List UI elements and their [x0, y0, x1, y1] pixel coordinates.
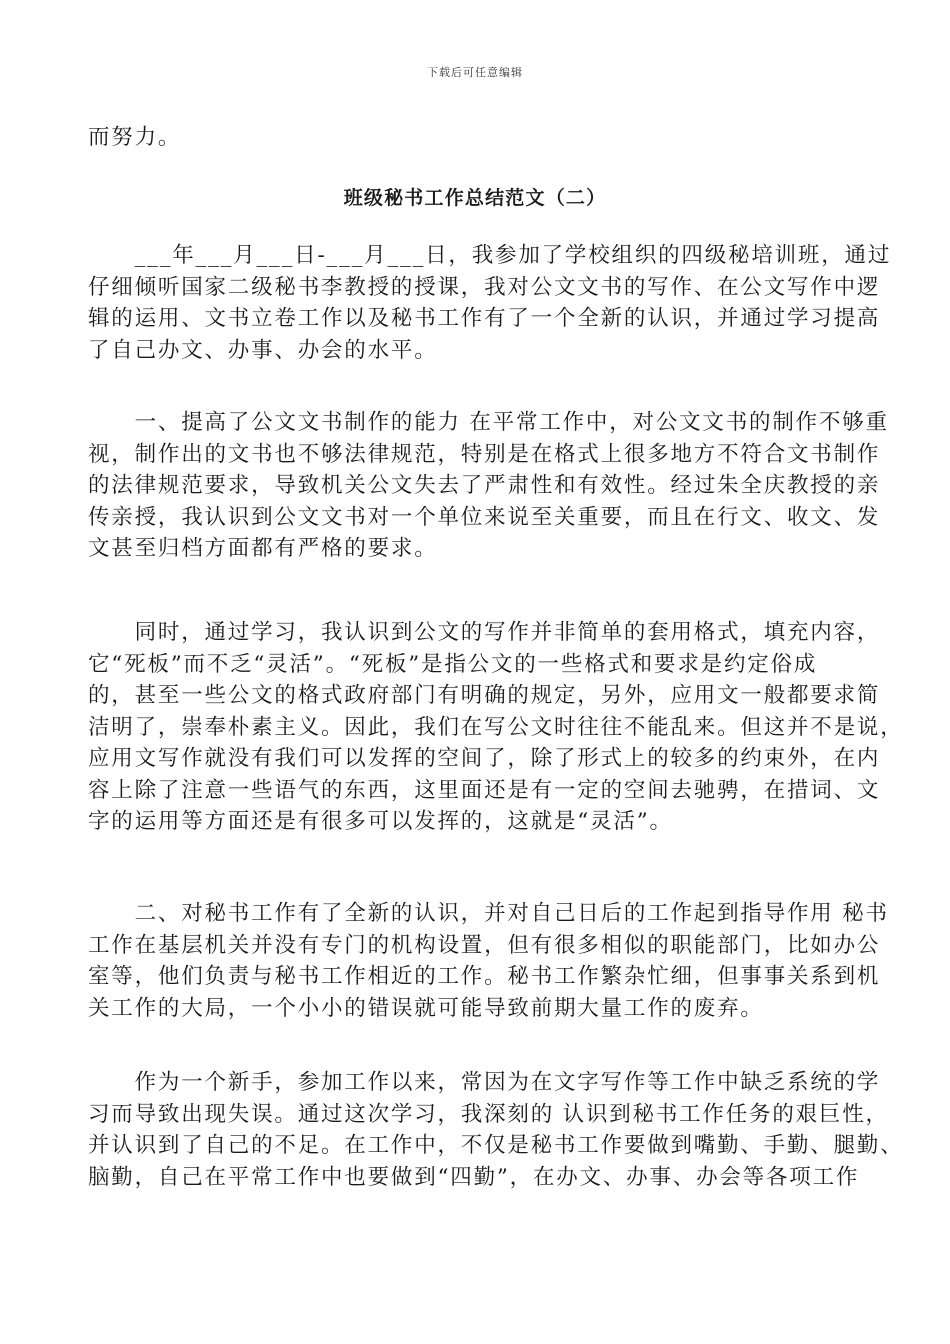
- paragraph-2: [88, 407, 889, 565]
- carryover-paragraph: [88, 122, 868, 154]
- text-line: 它“死板”而不乏“灵活”。“死板”是指公文的一些格式和要求是约定俗成: [88, 651, 818, 677]
- text-line: 的法律规范要求，导致机关公文失去了严肃性和有效性。经过朱全庆教授的亲: [88, 473, 881, 498]
- paragraph-3: [88, 617, 904, 838]
- section-title: 班级秘书工作总结范文（二）: [343, 187, 607, 209]
- text-line: 字的运用等方面还是有很多可以发挥的，这就是“灵活”。: [88, 809, 673, 834]
- text-line: 应用文写作就没有我们可以发挥的空间了，除了形式上的较多的约束外，在内: [88, 746, 881, 771]
- text-line: 的，甚至一些公文的格式政府部门有明确的规定，另外，应用文一般都要求简: [88, 683, 881, 708]
- text-line: 并认识到了自己的不足。在工作中，不仅是秘书工作要做到嘴勤、手勤、腿勤、: [88, 1133, 904, 1158]
- text-line: 脑勤，自己在平常工作中也要做到“四勤”，在办文、办事、办会等各项工作: [88, 1164, 860, 1190]
- text-line: 仔细倾听国家二级秘书李教授的授课，我对公文文书的写作、在公文写作中逻: [88, 274, 881, 300]
- text-line: 室等，他们负责与秘书工作相近的工作。秘书工作繁杂忙细，但事事关系到机: [88, 964, 881, 989]
- text-line: 习而导致出现失误。通过这次学习，我深刻的 认识到秘书工作任务的艰巨性，: [88, 1101, 889, 1127]
- text-line: 工作在基层机关并没有专门的机构设置，但有很多相似的职能部门，比如办公: [88, 932, 881, 958]
- paragraph-4: [88, 898, 889, 1024]
- paragraph-1: [88, 240, 892, 366]
- text-line: 关工作的大局，一个小小的错误就可能导致前期大量工作的废弃。: [88, 995, 764, 1021]
- text-line: 视，制作出的文书也不够法律规范，特别是在格式上很多地方不符合文书制作: [88, 441, 881, 467]
- text-line: 传亲授，我认识到公文文书对一个单位来说至关重要，而且在行文、收文、发: [88, 504, 881, 530]
- text-line: 文甚至归档方面都有严格的要求。: [88, 536, 438, 561]
- text-line: 二、对秘书工作有了全新的认识，并对自己日后的工作起到指导作用 秘书: [88, 901, 889, 926]
- text-line: 一、提高了公文文书制作的能力 在平常工作中，对公文文书的制作不够重: [88, 410, 889, 435]
- text-line: 容上除了注意一些语气的东西，这里面还是有一定的空间去驰骋，在措词、文: [88, 777, 881, 803]
- text-line: 同时，通过学习，我认识到公文的写作并非简单的套用格式，填充内容，: [88, 620, 881, 645]
- text-line: 而努力。: [88, 125, 182, 150]
- text-line: 了自己办文、办事、办会的水平。: [88, 337, 438, 363]
- text-line: 洁明了，崇奉朴素主义。因此，我们在写公文时往往不能乱来。但这并不是说，: [88, 714, 904, 740]
- text-line: 作为一个新手，参加工作以来，常因为在文字写作等工作中缺乏系统的学: [88, 1070, 881, 1095]
- text-line: ___年___月___日-___月___日，我参加了学校组织的四级秘培训班，通过: [88, 243, 892, 268]
- header-note: 下载后可任意编辑: [427, 66, 523, 79]
- text-line: 辑的运用、文书立卷工作以及秘书工作有了一个全新的认识，并通过学习提高: [88, 306, 881, 331]
- paragraph-5: [88, 1067, 904, 1193]
